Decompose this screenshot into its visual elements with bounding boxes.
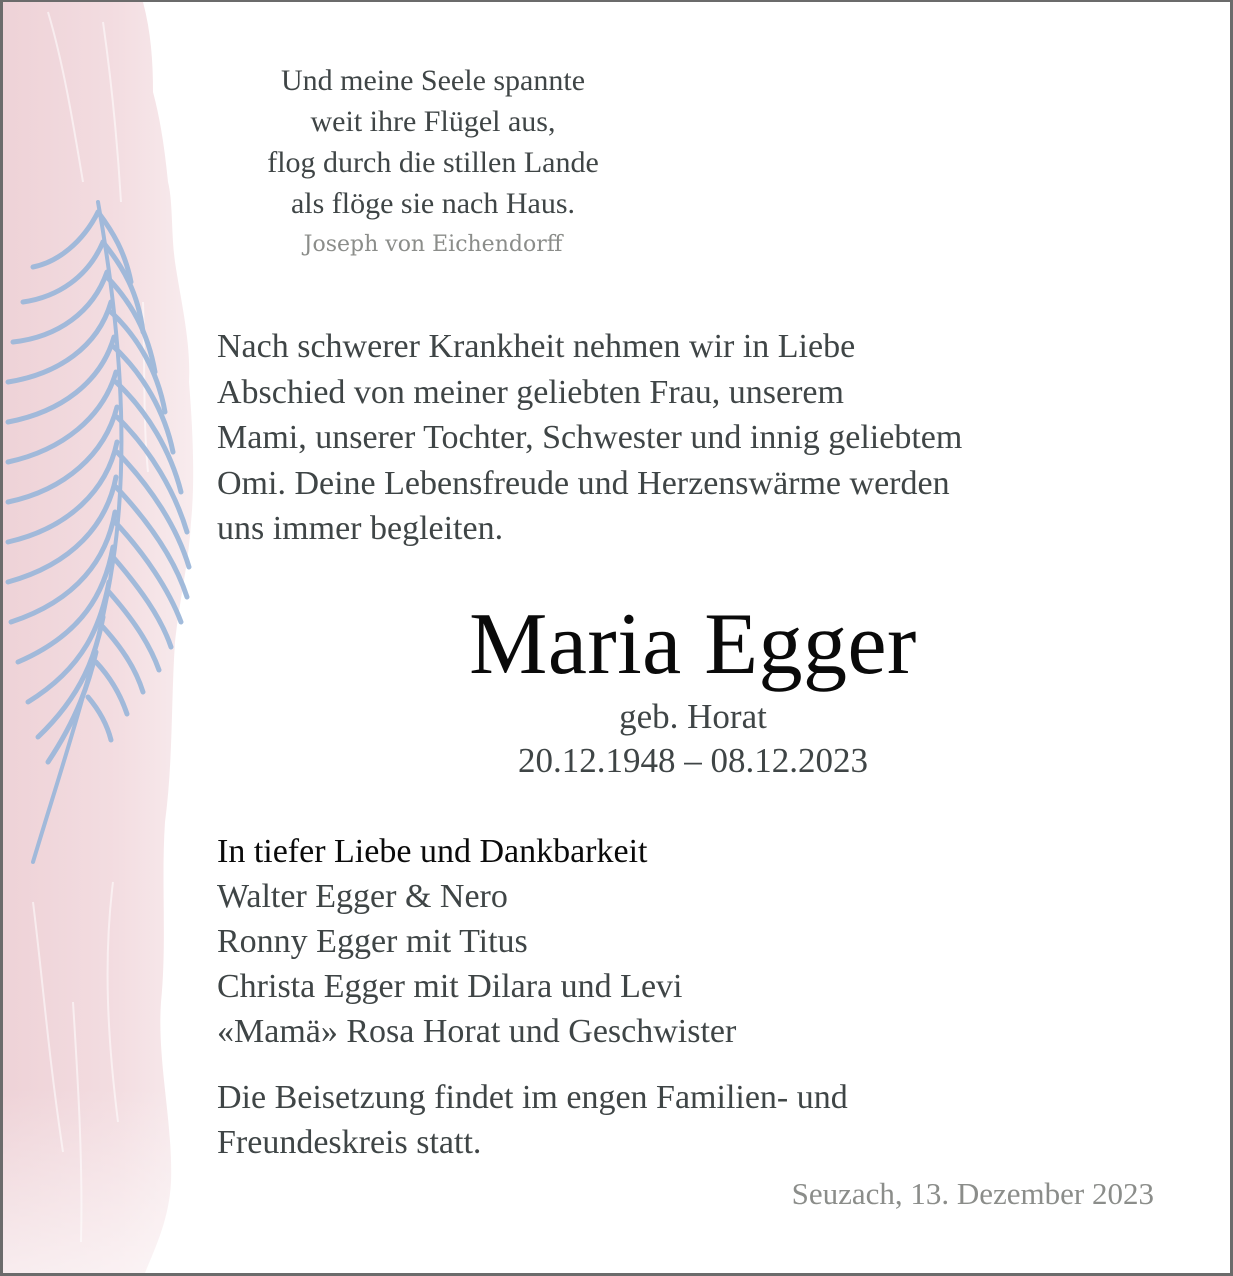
mourners-heading: In tiefer Liebe und Dankbarkeit xyxy=(217,833,648,870)
mourners-list xyxy=(217,829,1117,1054)
poem-author: Joseph von Eichendorff xyxy=(303,232,563,257)
burial-line: Freundeskreis statt. xyxy=(217,1124,482,1161)
intro-text xyxy=(217,324,1117,552)
poem-line: weit ihre Flügel aus, xyxy=(310,105,556,138)
mourner-name: «Mamä» Rosa Horat und Geschwister xyxy=(217,1013,737,1050)
intro-line: uns immer begleiten. xyxy=(217,510,504,547)
intro-line: Omi. Deine Lebensfreude und Herzenswärme werden xyxy=(217,464,950,502)
intro-line: Nach schwerer Krankheit nehmen wir in Liebe xyxy=(217,328,856,365)
deceased-block xyxy=(383,595,1003,783)
burial-notice xyxy=(217,1075,1117,1165)
mourner-name: Christa Egger mit Dilara und Levi xyxy=(217,968,683,1005)
poem-line: Und meine Seele spannte xyxy=(280,64,586,97)
maiden-name: geb. Horat xyxy=(619,697,767,736)
intro-line: Mami, unserer Tochter, Schwester und innig geliebtem xyxy=(217,419,963,456)
poem-line: flog durch die stillen Lande xyxy=(267,146,599,179)
mourner-name: Walter Egger & Nero xyxy=(217,878,508,915)
place-date: Seuzach, 13. Dezember 2023 xyxy=(791,1176,1154,1211)
intro-line: Abschied von meiner geliebten Frau, unserem xyxy=(217,373,844,411)
poem-block xyxy=(233,60,633,260)
life-dates: 20.12.1948 – 08.12.2023 xyxy=(518,741,868,780)
burial-line: Die Beisetzung findet im engen Familien- und xyxy=(217,1079,848,1116)
mourner-name: Ronny Egger mit Titus xyxy=(217,923,528,960)
poem-line: als flöge sie nach Haus. xyxy=(290,187,576,220)
deceased-name: Maria Egger xyxy=(469,596,917,693)
watercolor-strip-decoration xyxy=(3,2,203,1276)
